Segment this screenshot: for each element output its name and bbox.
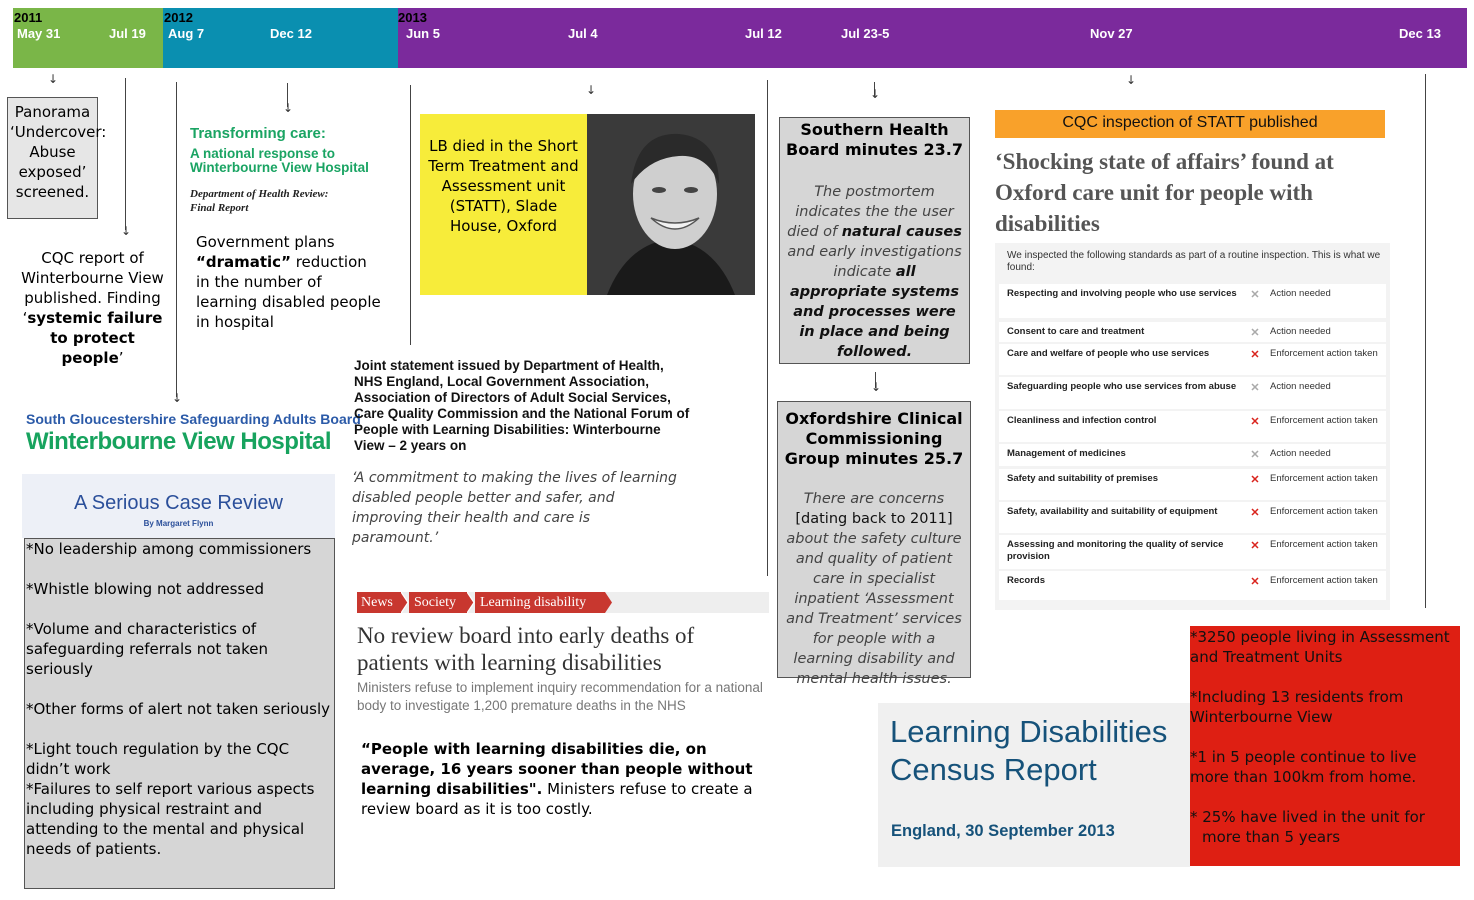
connector-line: [176, 82, 177, 397]
lb-died-box: [420, 114, 587, 295]
cqc-standard-row: [999, 344, 1386, 375]
cqc-standard-row: [999, 284, 1386, 318]
oxfordshire-text: There are concerns: [803, 491, 945, 507]
joint-statement-quote: ‘A commitment to making the lives of learning disabled people better and safer, and improving their health and care is paramount.’: [352, 470, 677, 546]
oxfordshire-body: [784, 489, 964, 689]
breadcrumb-end: [605, 592, 613, 613]
cqc-standard-result: Enforcement action taken: [1270, 506, 1378, 517]
cross-icon: ✕: [1250, 474, 1260, 486]
news-quote-rest: Ministers refuse to create a review board as it is too costly.: [361, 780, 753, 818]
connector-arrow: ↓: [121, 224, 132, 238]
oxfordshire-ccg-box: [777, 401, 971, 687]
cross-icon: ✕: [1250, 289, 1260, 301]
finding-item: *Whistle blowing not addressed: [26, 580, 264, 598]
cqc-standard-result: Action needed: [1270, 326, 1331, 337]
cross-icon: ✕: [1250, 576, 1260, 588]
date-label: Dec 13: [1399, 26, 1441, 41]
portrait-photo-drawing: [587, 114, 755, 295]
connector-arrow: ↓: [172, 391, 183, 405]
cqc-standard-name: Cleanliness and infection control: [1007, 415, 1157, 426]
cqc-standard-name: Respecting and involving people who use services: [1007, 288, 1237, 299]
southern-health-text: The postmortem indicates the the user died of: [787, 184, 954, 240]
panorama-text: Panorama ‘Undercover: Abuse exposed’ screened.: [10, 103, 107, 201]
news-breadcrumb: [357, 592, 769, 613]
cqc-standard-name: Consent to care and treatment: [1007, 326, 1145, 337]
cqc-standard-result: Action needed: [1270, 448, 1331, 459]
cqc-winterbourne-report: [20, 248, 165, 368]
cqc-standard-row: [999, 469, 1386, 500]
cqc-finding-prefix: Finding ‘: [22, 289, 161, 327]
date-label: Jul 19: [109, 26, 146, 41]
breadcrumb-news[interactable]: News: [357, 592, 401, 613]
census-title: Learning Disabilities Census Report: [890, 714, 1168, 787]
cqc-standard-row: [999, 322, 1386, 342]
news-headline: No review board into early deaths of patients with learning disabilities: [357, 623, 695, 675]
cross-icon: ✕: [1250, 449, 1260, 461]
transforming-care-subtitle: A national response to Winterbourne View Hospital: [190, 146, 369, 175]
cqc-standard-row: [999, 411, 1386, 442]
government-plans-text: [196, 232, 381, 332]
cqc-standard-row: [999, 502, 1386, 533]
cqc-table-intro: We inspected the following standards as part of a routine inspection. This is what we found:: [1007, 250, 1381, 273]
cqc-standard-name: Safety, availability and suitability of equipment: [1007, 506, 1218, 517]
serious-case-review-title: A Serious Case Review: [74, 492, 283, 514]
news-standfirst: Ministers refuse to implement inquiry recommendation for a national body to investigate 1,200 premature deaths in the NHS: [357, 680, 763, 713]
cross-icon: ✕: [1250, 382, 1260, 394]
connector-arrow: ↓: [870, 87, 881, 101]
serious-case-findings-box: [24, 538, 335, 889]
census-subtitle: England, 30 September 2013: [891, 822, 1115, 840]
cqc-standard-result: Enforcement action taken: [1270, 539, 1378, 550]
news-quote: [361, 739, 766, 819]
cross-icon: ✕: [1250, 349, 1260, 361]
cqc-standards-table: [995, 243, 1390, 610]
finding-item: *Other forms of alert not taken seriously: [26, 700, 331, 718]
connector-line: [767, 80, 768, 576]
cqc-standard-result: Action needed: [1270, 288, 1331, 299]
connector-arrow: ↓: [1126, 73, 1137, 87]
portrait-photo: [587, 114, 755, 295]
census-facts-box: [1190, 626, 1460, 866]
date-label: Jul 12: [745, 26, 782, 41]
southern-health-bold: all appropriate systems and processes were in place and being followed.: [790, 264, 959, 360]
joint-statement-heading: Joint statement issued by Department of Health, NHS England, Local Government Association, Association of Directors of Adult Social Services, Care Quality Commission and the National Forum of People with Learning Disabilities: Winterbourne View – 2 years on: [354, 358, 690, 453]
census-fact: *1 in 5 people continue to live more than 100km from home.: [1190, 748, 1417, 786]
final-report-label: Final Report: [190, 202, 249, 214]
breadcrumb-separator: [467, 592, 475, 613]
winterbourne-hospital-title: Winterbourne View Hospital: [26, 428, 332, 455]
cqc-standard-row: [999, 535, 1386, 569]
cqc-statt-banner: CQC inspection of STATT published: [995, 110, 1385, 138]
cqc-standard-name: Safeguarding people who use services from abuse: [1007, 381, 1237, 392]
cqc-standard-name: Assessing and monitoring the quality of service provision: [1007, 539, 1224, 562]
cross-icon: ✕: [1250, 507, 1260, 519]
year-label-2013: 2013: [398, 10, 427, 25]
finding-item: *Volume and characteristics of safeguarding referrals not taken seriously: [26, 620, 269, 678]
southern-health-title: Southern Health Board minutes 23.7: [786, 120, 963, 159]
oxfordshire-dating: [dating back to 2011]: [795, 511, 953, 527]
connector-line: [1425, 74, 1426, 608]
date-label: Dec 12: [270, 26, 312, 41]
lb-died-text: LB died in the Short Term Treatment and Assessment unit (STATT), Slade House, Oxford: [428, 137, 579, 235]
southern-health-text: and early investigations indicate: [787, 244, 962, 280]
cqc-standard-name: Management of medicines: [1007, 448, 1126, 459]
census-report-cover: [878, 703, 1190, 867]
connector-line: [410, 85, 411, 345]
connector-arrow: ↓: [283, 101, 294, 115]
cqc-standard-result: Enforcement action taken: [1270, 348, 1378, 359]
cross-icon: ✕: [1250, 327, 1260, 339]
panorama-box: [7, 97, 107, 219]
cqc-standard-row: [999, 377, 1386, 409]
doh-review-label: Department of Health Review:: [190, 188, 329, 200]
news-quote-bold: “People with learning disabilities die, on average, 16 years sooner than people without learning disabilities".: [361, 740, 753, 798]
cqc-standard-name: Safety and suitability of premises: [1007, 473, 1158, 484]
cqc-standard-result: Enforcement action taken: [1270, 575, 1378, 586]
cqc-standard-row: [999, 571, 1386, 600]
cqc-standard-result: Action needed: [1270, 381, 1331, 392]
cqc-standard-result: Enforcement action taken: [1270, 415, 1378, 426]
southern-health-bold: natural causes: [841, 224, 962, 240]
cross-icon: ✕: [1250, 416, 1260, 428]
year-label-2012: 2012: [164, 10, 193, 25]
cqc-report-text: CQC report of Winterbourne View published.: [21, 249, 164, 307]
year-label-2011: 2011: [14, 10, 43, 25]
serious-case-review-author: By Margaret Flynn: [143, 519, 214, 528]
census-fact: * 25% have lived in the unit for more than 5 years: [1190, 808, 1425, 846]
date-label: Jun 5: [406, 26, 440, 41]
connector-arrow: ↓: [586, 83, 597, 97]
census-fact: *Including 13 residents from Winterbourne View: [1190, 688, 1404, 726]
cqc-standard-result: Enforcement action taken: [1270, 473, 1378, 484]
gov-plans-prefix: Government plans: [196, 233, 335, 251]
breadcrumb-learning-disability[interactable]: Learning disability: [475, 592, 605, 613]
timeline-segment-2013: [398, 8, 1467, 68]
cqc-standard-row: [999, 444, 1386, 466]
safeguarding-board-title: South Gloucestershire Safeguarding Adults Board: [26, 411, 361, 427]
date-label: May 31: [17, 26, 61, 41]
finding-item: *Light touch regulation by the CQC didn’t work: [26, 740, 290, 778]
cqc-finding-suffix: ’: [118, 349, 124, 367]
finding-item: *No leadership among commissioners: [26, 540, 312, 558]
breadcrumb-separator: [401, 592, 409, 613]
breadcrumb-society[interactable]: Society: [409, 592, 467, 613]
census-fact: *3250 people living in Assessment and Treatment Units: [1190, 628, 1450, 666]
gov-plans-bold: “dramatic”: [196, 253, 291, 271]
cross-icon: ✕: [1250, 540, 1260, 552]
southern-health-body: [786, 182, 963, 362]
connector-arrow: ↓: [871, 380, 882, 394]
date-label: Jul 4: [568, 26, 598, 41]
finding-item: *Failures to self report various aspects including physical restraint and attending to the mental and physical needs of patients.: [26, 780, 315, 858]
serious-case-review-cover: [22, 474, 335, 538]
oxfordshire-text: about the safety culture and quality of patient care in specialist inpatient ‘Assessment and Treatment’ services for people with a learning disability and mental health issues.: [786, 531, 962, 687]
southern-health-box: [779, 117, 970, 364]
transforming-care-title: Transforming care:: [190, 125, 326, 142]
cqc-finding-bold: systemic failure to protect people: [27, 309, 163, 367]
connector-line: [125, 78, 126, 230]
cqc-standard-name: Care and welfare of people who use services: [1007, 348, 1210, 359]
cqc-standard-name: Records: [1007, 575, 1046, 586]
connector-arrow: ↓: [48, 72, 59, 86]
date-label: Jul 23-5: [841, 26, 890, 41]
date-label: Aug 7: [168, 26, 205, 41]
gov-plans-suffix: reduction in the number of learning disabled people in hospital: [196, 253, 381, 331]
oxfordshire-title: Oxfordshire Clinical Commissioning Group minutes 25.7: [784, 409, 964, 468]
date-label: Nov 27: [1090, 26, 1133, 41]
cqc-statt-headline: ‘Shocking state of affairs’ found at Oxford care unit for people with disabilities: [995, 149, 1334, 236]
